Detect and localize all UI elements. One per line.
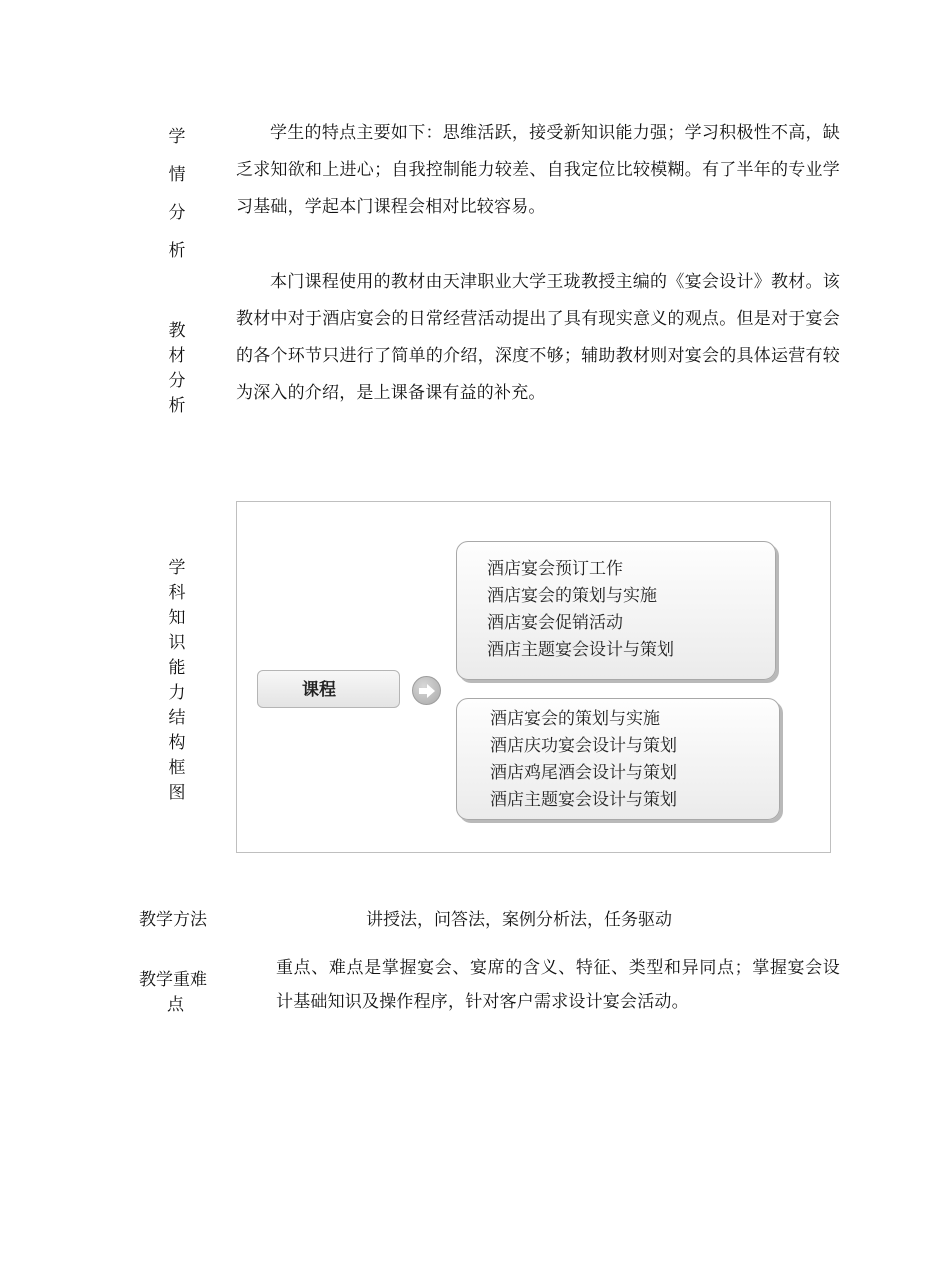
label-char: 框 bbox=[168, 758, 186, 778]
topic-item: 酒店主题宴会设计与策划 bbox=[490, 790, 677, 810]
arrow-right-icon bbox=[412, 676, 441, 705]
label-char: 知 bbox=[168, 608, 186, 628]
label-char: 析 bbox=[168, 241, 186, 261]
topic-item: 酒店宴会促销活动 bbox=[487, 613, 623, 633]
textbook-analysis-text: 本门课程使用的教材由天津职业大学王珑教授主编的《宴会设计》教材。该教材中对于酒店宴会的日常经营活动提出了具有现实意义的观点。但是对于宴会的各个环节只进行了简单的介绍，深度不够；辅助教材则对宴会的具体运营有较为深入的介绍，是上课备课有益的补充。 bbox=[236, 272, 840, 403]
label-char: 分 bbox=[168, 371, 186, 391]
teaching-methods-text: 讲授法，问答法，案例分析法，任务驱动 bbox=[366, 910, 672, 930]
topic-group-2 bbox=[456, 698, 780, 820]
key-points-label-line2: 点 bbox=[167, 995, 184, 1015]
topic-group-1 bbox=[456, 541, 776, 680]
label-char: 材 bbox=[168, 346, 186, 366]
label-char: 识 bbox=[168, 633, 186, 653]
key-points-text: 重点、难点是掌握宴会、宴席的含义、特征、类型和异同点；掌握宴会设计基础知识及操作程序，针对客户需求设计宴会活动。 bbox=[276, 958, 840, 1012]
topic-item: 酒店庆功宴会设计与策划 bbox=[490, 736, 677, 756]
teaching-methods-label: 教学方法 bbox=[139, 910, 207, 930]
topic-item: 酒店宴会的策划与实施 bbox=[490, 709, 660, 729]
label-char: 图 bbox=[168, 783, 186, 803]
topic-item: 酒店鸡尾酒会设计与策划 bbox=[490, 763, 677, 783]
topic-item: 酒店主题宴会设计与策划 bbox=[487, 640, 674, 660]
key-points-label-line1: 教学重难 bbox=[139, 970, 207, 990]
label-char: 学 bbox=[168, 127, 186, 147]
label-char: 构 bbox=[168, 733, 186, 753]
label-char: 教 bbox=[168, 321, 186, 341]
label-char: 情 bbox=[168, 165, 186, 185]
label-char: 科 bbox=[168, 583, 186, 603]
label-char: 学 bbox=[168, 558, 186, 578]
label-char: 析 bbox=[168, 396, 186, 416]
label-char: 力 bbox=[168, 683, 186, 703]
label-char: 分 bbox=[168, 203, 186, 223]
topic-item: 酒店宴会预订工作 bbox=[487, 559, 623, 579]
student-analysis-text: 学生的特点主要如下：思维活跃，接受新知识能力强；学习积极性不高，缺乏求知欲和上进心；自我控制能力较差、自我定位比较模糊。有了半年的专业学习基础，学起本门课程会相对比较容易。 bbox=[236, 123, 840, 217]
course-root-node: 课程 bbox=[257, 670, 400, 708]
label-char: 能 bbox=[168, 658, 186, 678]
label-char: 结 bbox=[168, 708, 186, 728]
topic-item: 酒店宴会的策划与实施 bbox=[487, 586, 657, 606]
